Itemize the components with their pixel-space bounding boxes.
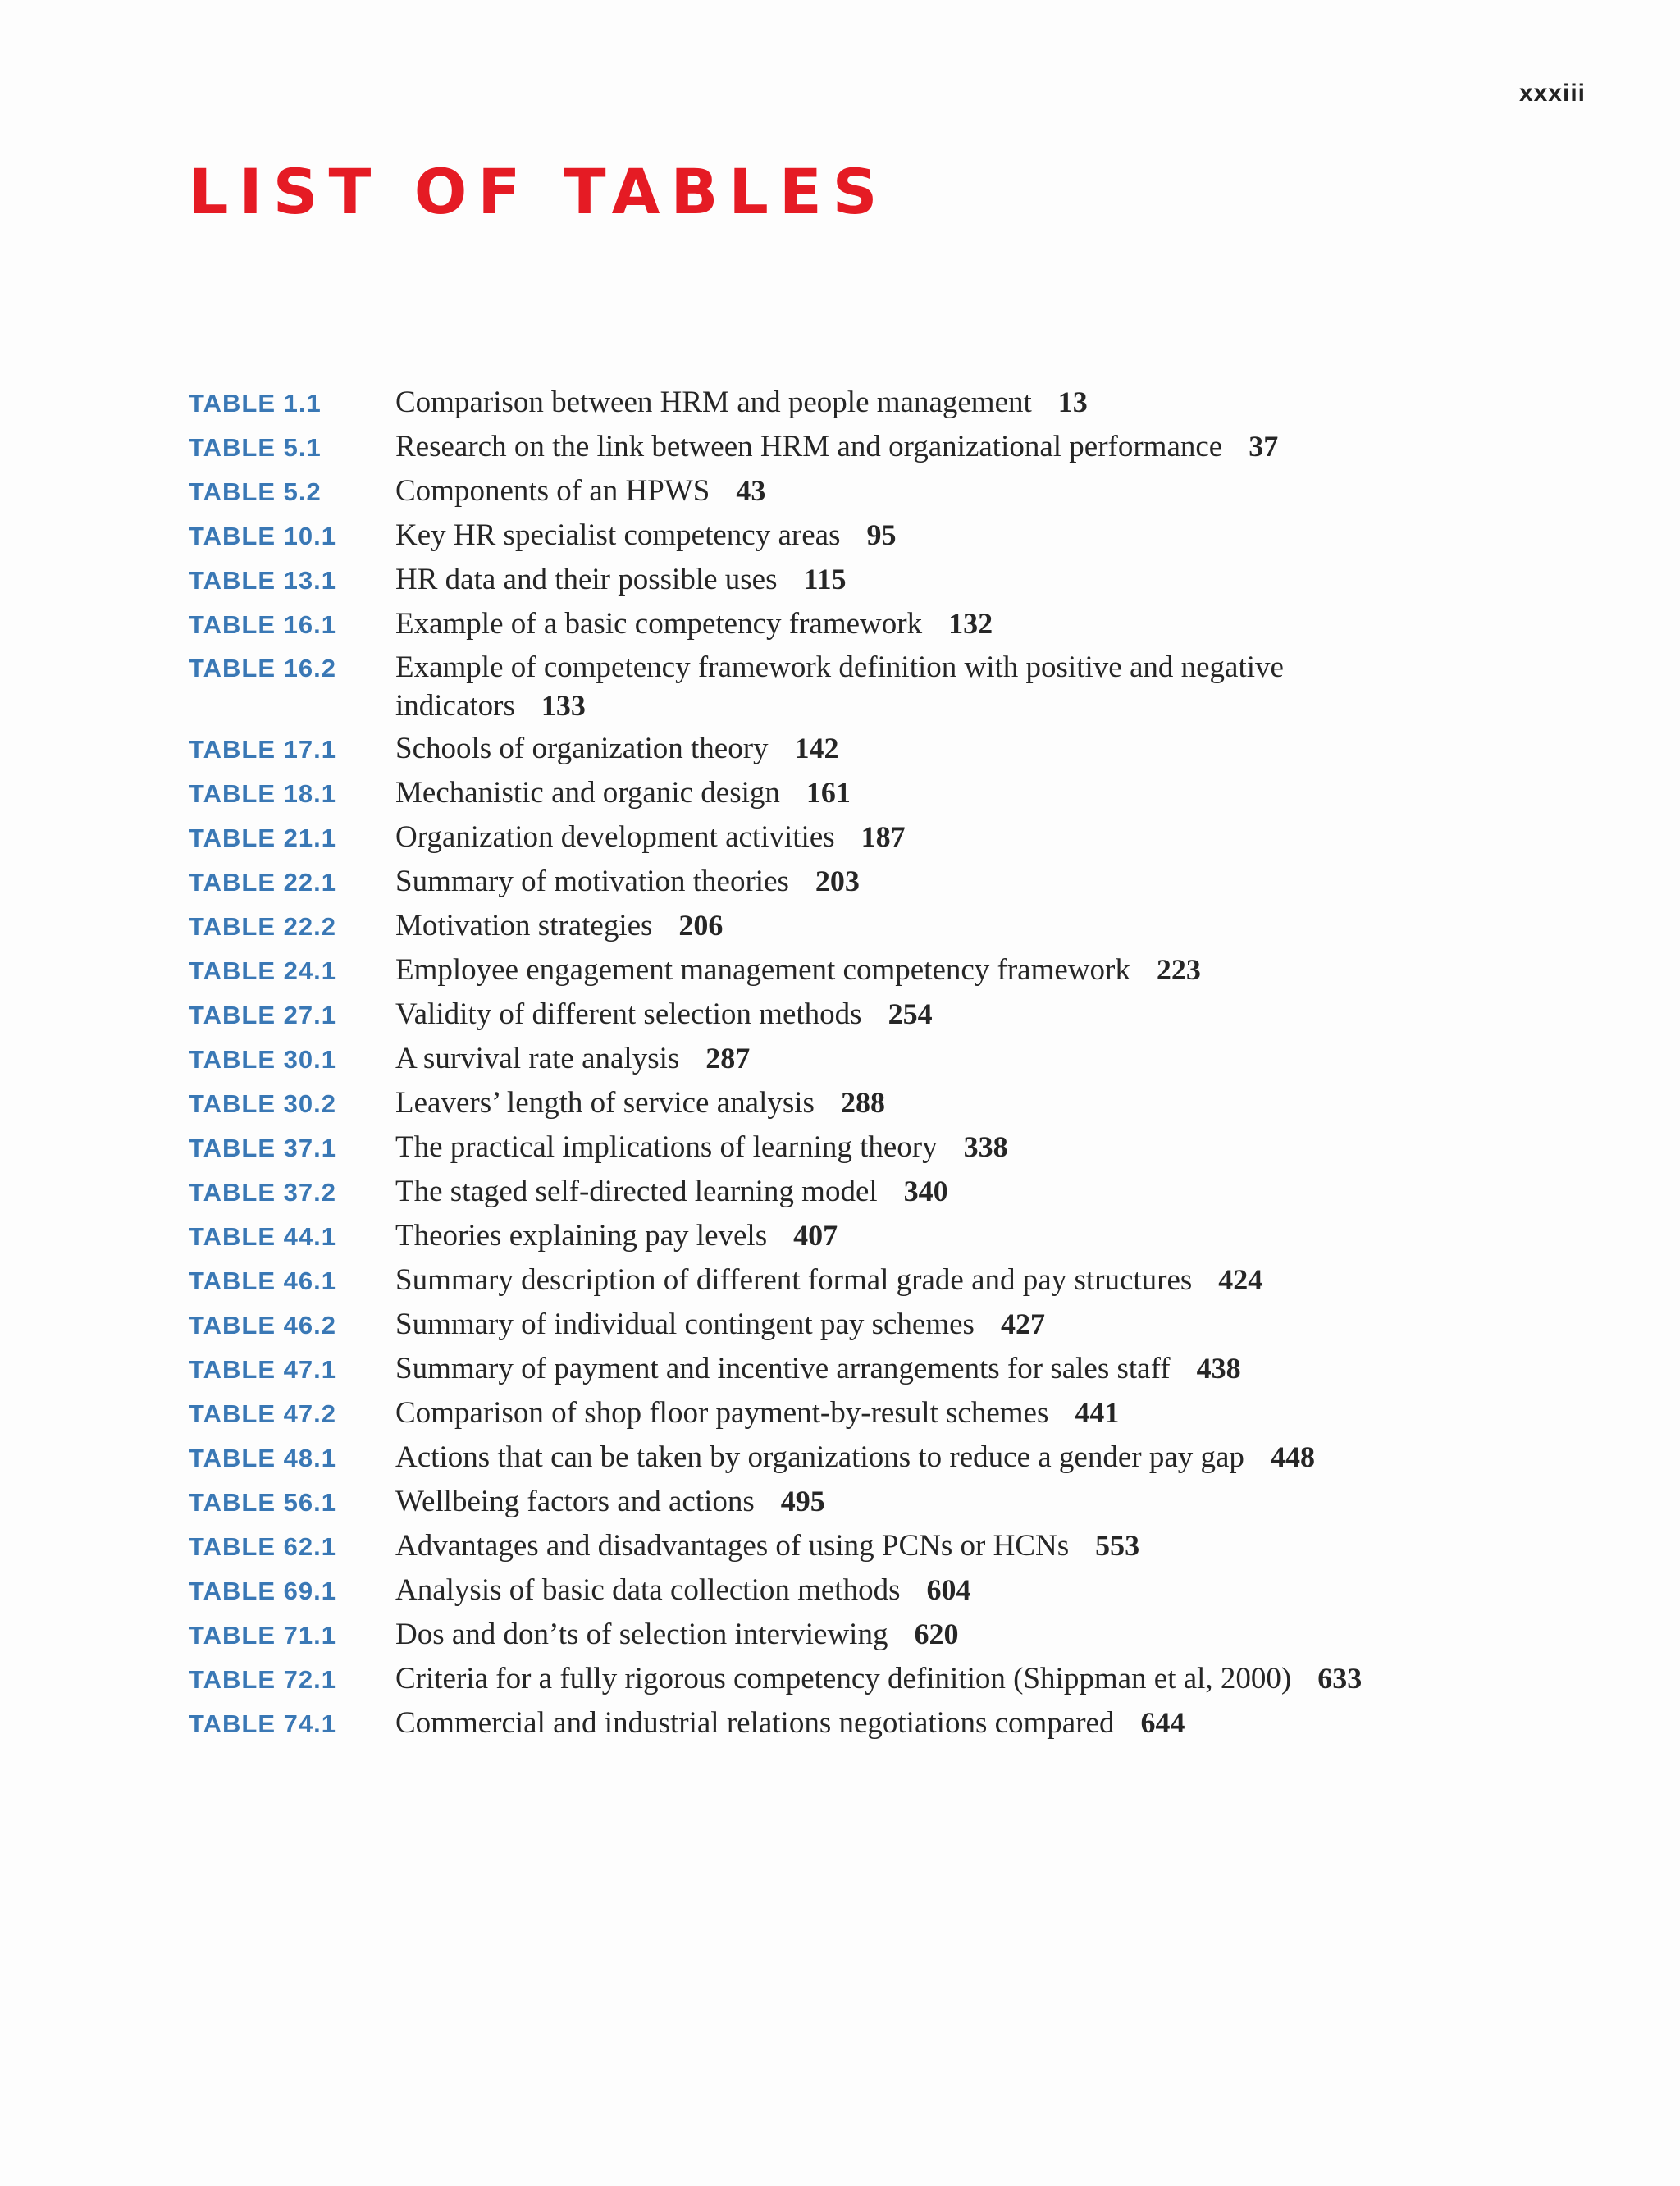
toc-entry[interactable] bbox=[189, 1571, 1501, 1611]
table-caption: Dos and don’ts of selection interviewing bbox=[395, 1618, 888, 1651]
table-caption: The practical implications of learning theory bbox=[395, 1130, 938, 1164]
page-reference: 115 bbox=[803, 563, 847, 596]
page-reference: 553 bbox=[1095, 1529, 1140, 1562]
table-caption: Wellbeing factors and actions bbox=[395, 1485, 755, 1518]
page-reference: 254 bbox=[888, 997, 933, 1030]
page-number: xxxiii bbox=[1518, 80, 1586, 107]
table-caption: Example of a basic competency framework bbox=[395, 607, 923, 641]
table-caption-wrapper bbox=[395, 1615, 1413, 1654]
table-number: TABLE 13.1 bbox=[189, 566, 336, 595]
table-caption: HR data and their possible uses bbox=[395, 563, 778, 596]
table-caption-wrapper bbox=[395, 1571, 1413, 1609]
page-reference: 161 bbox=[806, 776, 851, 809]
table-number: TABLE 62.1 bbox=[189, 1532, 336, 1561]
page-reference: 438 bbox=[1196, 1352, 1241, 1385]
toc-entry[interactable] bbox=[189, 427, 1501, 468]
table-caption-wrapper bbox=[395, 818, 1413, 856]
table-caption-wrapper bbox=[395, 1438, 1413, 1476]
table-number: TABLE 30.1 bbox=[189, 1045, 336, 1074]
table-number: TABLE 16.1 bbox=[189, 610, 336, 639]
table-caption-wrapper bbox=[395, 1216, 1413, 1255]
toc-entry[interactable] bbox=[189, 1659, 1501, 1700]
page-reference: 427 bbox=[1000, 1307, 1045, 1340]
table-caption-wrapper bbox=[395, 1261, 1413, 1299]
page-reference: 37 bbox=[1249, 430, 1279, 463]
table-caption-wrapper bbox=[395, 1394, 1413, 1432]
toc-entry[interactable] bbox=[189, 951, 1501, 991]
toc-entry[interactable] bbox=[189, 1438, 1501, 1478]
table-caption: Schools of organization theory bbox=[395, 732, 769, 765]
page-reference: 142 bbox=[794, 732, 839, 764]
table-caption: Analysis of basic data collection methods bbox=[395, 1573, 901, 1607]
table-caption: Comparison of shop floor payment-by-result schemes bbox=[395, 1396, 1049, 1430]
page-reference: 441 bbox=[1075, 1396, 1120, 1429]
page-reference: 187 bbox=[861, 820, 906, 853]
table-caption: Criteria for a fully rigorous competency definition (Shippman et al, 2000) bbox=[395, 1662, 1292, 1695]
table-caption: Example of competency framework definition with positive and negative indicators bbox=[395, 650, 1284, 723]
table-caption-wrapper bbox=[395, 774, 1413, 812]
table-caption-wrapper bbox=[395, 472, 1413, 510]
page-reference: 13 bbox=[1057, 386, 1088, 418]
table-number: TABLE 72.1 bbox=[189, 1665, 336, 1694]
table-number: TABLE 46.1 bbox=[189, 1266, 336, 1295]
toc-entry[interactable] bbox=[189, 516, 1501, 556]
toc-entry[interactable] bbox=[189, 1039, 1501, 1079]
toc-entry[interactable] bbox=[189, 1128, 1501, 1168]
table-caption-wrapper bbox=[395, 1039, 1413, 1078]
table-caption: Summary of payment and incentive arrangements for sales staff bbox=[395, 1352, 1171, 1385]
table-number: TABLE 69.1 bbox=[189, 1577, 336, 1605]
toc-entry[interactable] bbox=[189, 472, 1501, 512]
table-number: TABLE 27.1 bbox=[189, 1001, 336, 1029]
table-caption-wrapper bbox=[395, 383, 1413, 422]
page-reference: 133 bbox=[541, 689, 586, 722]
table-number: TABLE 44.1 bbox=[189, 1222, 336, 1251]
page-reference: 604 bbox=[926, 1573, 971, 1606]
table-number: TABLE 47.2 bbox=[189, 1399, 336, 1428]
table-caption-wrapper bbox=[395, 1349, 1413, 1388]
toc-entry[interactable] bbox=[189, 906, 1501, 947]
table-caption-wrapper bbox=[395, 1482, 1413, 1521]
table-number: TABLE 1.1 bbox=[189, 389, 322, 418]
page-reference: 495 bbox=[780, 1485, 825, 1517]
table-caption-wrapper bbox=[395, 862, 1413, 901]
table-caption: Mechanistic and organic design bbox=[395, 776, 780, 810]
page-reference: 340 bbox=[903, 1175, 948, 1207]
table-caption-wrapper bbox=[395, 906, 1413, 945]
table-caption-wrapper bbox=[395, 951, 1413, 989]
toc-entry[interactable] bbox=[189, 1394, 1501, 1434]
table-caption: Leavers’ length of service analysis bbox=[395, 1086, 815, 1120]
table-caption-wrapper bbox=[395, 560, 1413, 599]
table-number: TABLE 74.1 bbox=[189, 1709, 336, 1738]
table-number: TABLE 30.2 bbox=[189, 1089, 336, 1118]
table-number: TABLE 71.1 bbox=[189, 1621, 336, 1650]
table-number: TABLE 10.1 bbox=[189, 522, 336, 550]
toc-entry[interactable] bbox=[189, 1527, 1501, 1567]
table-caption: Motivation strategies bbox=[395, 909, 653, 942]
table-caption: A survival rate analysis bbox=[395, 1042, 680, 1075]
table-caption: Employee engagement management competency framework bbox=[395, 953, 1130, 987]
table-caption: Actions that can be taken by organizations to reduce a gender pay gap bbox=[395, 1440, 1244, 1474]
toc-entry[interactable] bbox=[189, 995, 1501, 1035]
toc-entry[interactable] bbox=[189, 1305, 1501, 1345]
table-number: TABLE 24.1 bbox=[189, 956, 336, 985]
table-caption-wrapper bbox=[395, 605, 1413, 643]
page-reference: 287 bbox=[705, 1042, 751, 1075]
table-caption: Comparison between HRM and people management bbox=[395, 386, 1032, 419]
toc-entry[interactable] bbox=[189, 774, 1501, 814]
table-caption: The staged self-directed learning model bbox=[395, 1175, 878, 1208]
table-caption: Theories explaining pay levels bbox=[395, 1219, 768, 1253]
list-of-tables bbox=[189, 383, 1501, 1748]
table-caption: Summary of motivation theories bbox=[395, 865, 789, 898]
page-reference: 424 bbox=[1218, 1263, 1263, 1296]
page-reference: 338 bbox=[963, 1130, 1008, 1163]
table-caption-wrapper bbox=[395, 1172, 1413, 1211]
table-number: TABLE 37.1 bbox=[189, 1134, 336, 1162]
page-reference: 633 bbox=[1317, 1662, 1363, 1695]
toc-entry[interactable] bbox=[189, 1084, 1501, 1124]
toc-entry[interactable] bbox=[189, 605, 1501, 645]
table-number: TABLE 5.2 bbox=[189, 477, 322, 506]
table-caption: Validity of different selection methods bbox=[395, 997, 862, 1031]
page-reference: 288 bbox=[840, 1086, 885, 1119]
page-reference: 43 bbox=[736, 474, 766, 507]
page-reference: 203 bbox=[815, 865, 860, 897]
page-reference: 223 bbox=[1156, 953, 1201, 986]
toc-entry[interactable] bbox=[189, 649, 1501, 725]
table-caption-wrapper bbox=[395, 1527, 1413, 1565]
table-caption-wrapper bbox=[395, 995, 1413, 1034]
toc-entry[interactable] bbox=[189, 729, 1501, 769]
page-reference: 206 bbox=[678, 909, 724, 942]
table-caption-wrapper bbox=[395, 729, 1413, 768]
table-caption: Organization development activities bbox=[395, 820, 835, 854]
toc-entry[interactable] bbox=[189, 1482, 1501, 1522]
table-number: TABLE 46.2 bbox=[189, 1311, 336, 1339]
page-reference: 644 bbox=[1140, 1706, 1185, 1739]
table-caption-wrapper bbox=[395, 649, 1413, 725]
table-caption-wrapper bbox=[395, 1305, 1413, 1344]
table-number: TABLE 18.1 bbox=[189, 779, 336, 808]
table-caption: Summary description of different formal grade and pay structures bbox=[395, 1263, 1193, 1297]
table-caption-wrapper bbox=[395, 1084, 1413, 1122]
table-number: TABLE 56.1 bbox=[189, 1488, 336, 1517]
toc-entry[interactable] bbox=[189, 1704, 1501, 1744]
table-caption: Components of an HPWS bbox=[395, 474, 710, 508]
table-caption: Research on the link between HRM and organizational performance bbox=[395, 430, 1223, 463]
toc-entry[interactable] bbox=[189, 1349, 1501, 1390]
table-caption: Advantages and disadvantages of using PCNs or HCNs bbox=[395, 1529, 1070, 1563]
page-reference: 95 bbox=[866, 518, 897, 551]
table-number: TABLE 5.1 bbox=[189, 433, 322, 462]
table-number: TABLE 16.2 bbox=[189, 654, 336, 682]
table-number: TABLE 21.1 bbox=[189, 824, 336, 852]
table-caption-wrapper bbox=[395, 516, 1413, 554]
page-title: LIST OF TABLES bbox=[189, 155, 888, 228]
toc-entry[interactable] bbox=[189, 1261, 1501, 1301]
page-reference: 132 bbox=[948, 607, 993, 640]
table-number: TABLE 48.1 bbox=[189, 1444, 336, 1472]
table-number: TABLE 22.2 bbox=[189, 912, 336, 941]
toc-entry[interactable] bbox=[189, 1216, 1501, 1257]
table-number: TABLE 37.2 bbox=[189, 1178, 336, 1207]
table-number: TABLE 22.1 bbox=[189, 868, 336, 897]
table-caption-wrapper bbox=[395, 427, 1413, 466]
toc-entry[interactable] bbox=[189, 818, 1501, 858]
toc-entry[interactable] bbox=[189, 1615, 1501, 1655]
page-reference: 448 bbox=[1270, 1440, 1315, 1473]
toc-entry[interactable] bbox=[189, 383, 1501, 423]
table-caption-wrapper bbox=[395, 1128, 1413, 1166]
table-caption: Commercial and industrial relations negotiations compared bbox=[395, 1706, 1115, 1740]
table-number: TABLE 17.1 bbox=[189, 735, 336, 764]
table-caption-wrapper bbox=[395, 1659, 1413, 1698]
table-caption-wrapper bbox=[395, 1704, 1413, 1742]
table-caption: Summary of individual contingent pay schemes bbox=[395, 1307, 975, 1341]
table-number: TABLE 47.1 bbox=[189, 1355, 336, 1384]
toc-entry[interactable] bbox=[189, 1172, 1501, 1212]
page-reference: 407 bbox=[793, 1219, 838, 1252]
toc-entry[interactable] bbox=[189, 560, 1501, 600]
table-caption: Key HR specialist competency areas bbox=[395, 518, 841, 552]
toc-entry[interactable] bbox=[189, 862, 1501, 902]
page-reference: 620 bbox=[914, 1618, 959, 1650]
